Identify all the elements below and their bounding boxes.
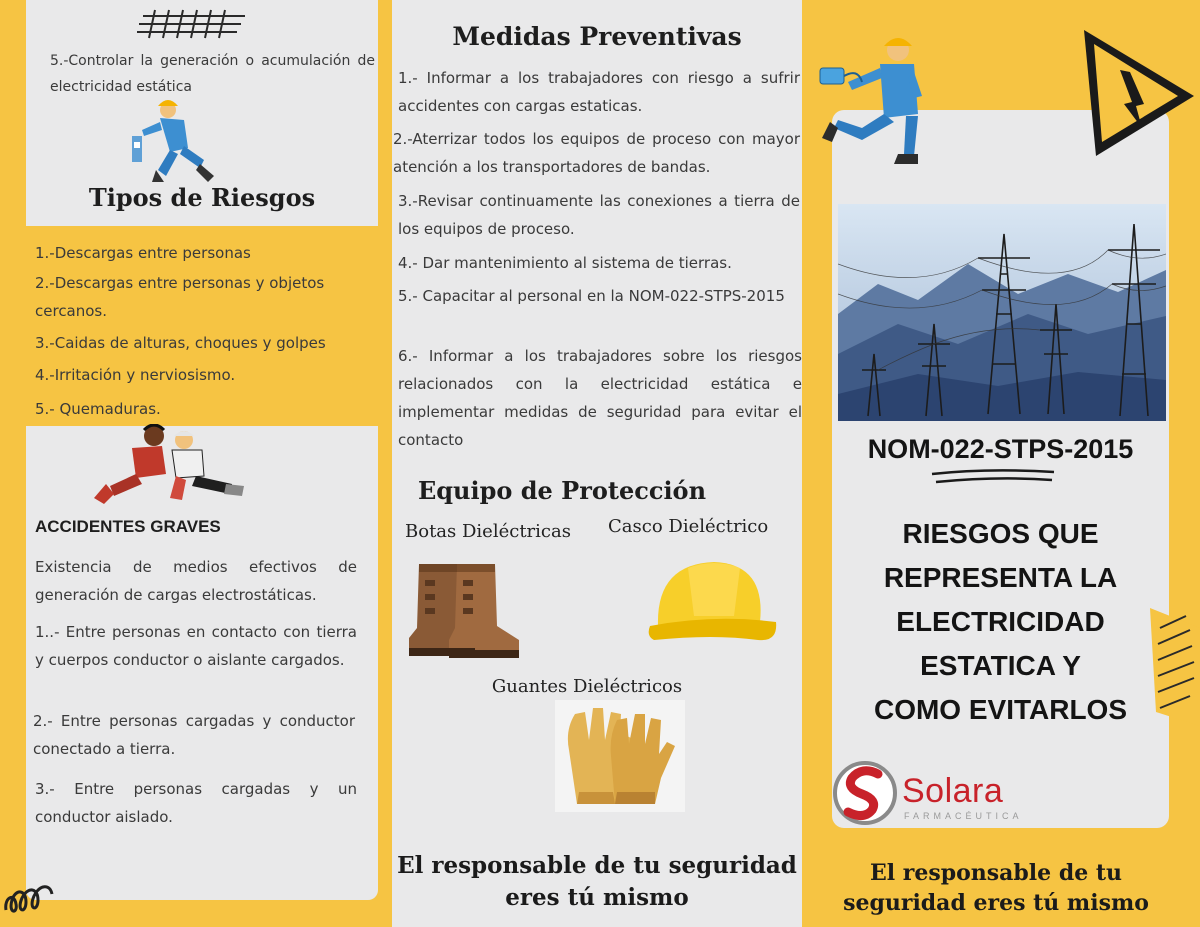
solara-logo-subtext: FARMACÉUTICA [904, 811, 1023, 821]
col3-slogan [810, 858, 1182, 918]
control-static-item: 5.-Controlar la generación o acumulación de electricidad estática [50, 53, 375, 95]
risk-item: 4.-Irritación y nerviosismo. [35, 366, 236, 384]
dielectric-helmet-icon [648, 556, 778, 646]
dielectric-boots-icon [405, 558, 525, 660]
solara-logo-mark-icon [832, 760, 898, 826]
col3-slogan-line: seguridad eres tú mismo [843, 890, 1149, 916]
cover-title-line: ESTATICA Y [920, 650, 1081, 681]
col2-slogan: El responsable de tu seguridad eres tú mismo [397, 852, 797, 911]
medida-item: 6.- Informar a los trabajadores sobre los riesgos relacionados con la electricidad estática e implementar medidas de seguridad para evitar el contacto [398, 347, 802, 449]
injured-workers-icon [92, 424, 247, 508]
risk-item: 2.-Descargas entre personas y objetos cercanos. [35, 274, 325, 320]
solara-logo-text: Solara [902, 772, 1004, 810]
worker-with-cable-icon [818, 32, 928, 170]
high-voltage-warning-icon [1074, 24, 1200, 160]
squiggle-decoration-icon [2, 870, 62, 920]
hatch-decoration-icon [135, 6, 250, 42]
accidentes-intro: Existencia de medios efectivos de generación de cargas electrostáticas. [35, 558, 357, 604]
medida-item: 4.- Dar mantenimiento al sistema de tierras. [398, 254, 732, 272]
solara-logo [832, 758, 1032, 828]
accident-item: 3.- Entre personas cargadas y un conductor aislado. [35, 780, 357, 826]
worker-plugging-icon [130, 96, 230, 184]
cover-title-line: ELECTRICIDAD [896, 606, 1105, 637]
cover-title-line: REPRESENTA LA [883, 562, 1118, 593]
dielectric-gloves-icon [555, 700, 685, 812]
underline-decoration-icon [928, 466, 1058, 488]
cover-title-line: COMO EVITARLOS [873, 694, 1128, 725]
tipos-riesgos-list [35, 239, 365, 425]
col3-slogan-line: El responsable de tu [869, 860, 1123, 886]
cover-title-line: RIESGOS QUE [902, 518, 1099, 549]
accidentes-graves-title: ACCIDENTES GRAVES [35, 517, 221, 536]
hatch-side-decoration-icon [1150, 608, 1200, 726]
equipo-proteccion-title: Equipo de Protección [417, 476, 707, 505]
risk-item: 3.-Caidas de alturas, choques y golpes [35, 334, 326, 352]
medida-item: 3.-Revisar continuamente las conexiones a tierra de los equipos de proceso. [398, 192, 800, 238]
accident-item: 1..- Entre personas en contacto con tierra y cuerpos conductor o aislante cargados. [35, 623, 357, 669]
risk-item: 5.- Quemaduras. [35, 400, 161, 418]
power-towers-photo [838, 204, 1166, 421]
norma-title: NOM-022-STPS-2015 [867, 434, 1134, 464]
guantes-label: Guantes Dieléctricos [491, 676, 683, 697]
medida-item: 1.- Informar a los trabajadores con riesgo a sufrir accidentes con cargas estaticas. [398, 69, 800, 115]
tipos-riesgos-title: Tipos de Riesgos [88, 183, 316, 212]
risk-item: 1.-Descargas entre personas [35, 244, 251, 262]
casco-label: Casco Dieléctrico [608, 516, 769, 537]
medidas-preventivas-title: Medidas Preventivas [452, 22, 742, 51]
cover-title [832, 512, 1169, 732]
medida-item: 5.- Capacitar al personal en la NOM-022-STPS-2015 [398, 287, 785, 305]
medida-item: 2.-Aterrizar todos los equipos de proceso con mayor atención a los transportadores de bandas. [393, 130, 800, 176]
accident-item: 2.- Entre personas cargadas y conductor conectado a tierra. [33, 712, 355, 758]
botas-label: Botas Dieléctricas [405, 521, 571, 542]
